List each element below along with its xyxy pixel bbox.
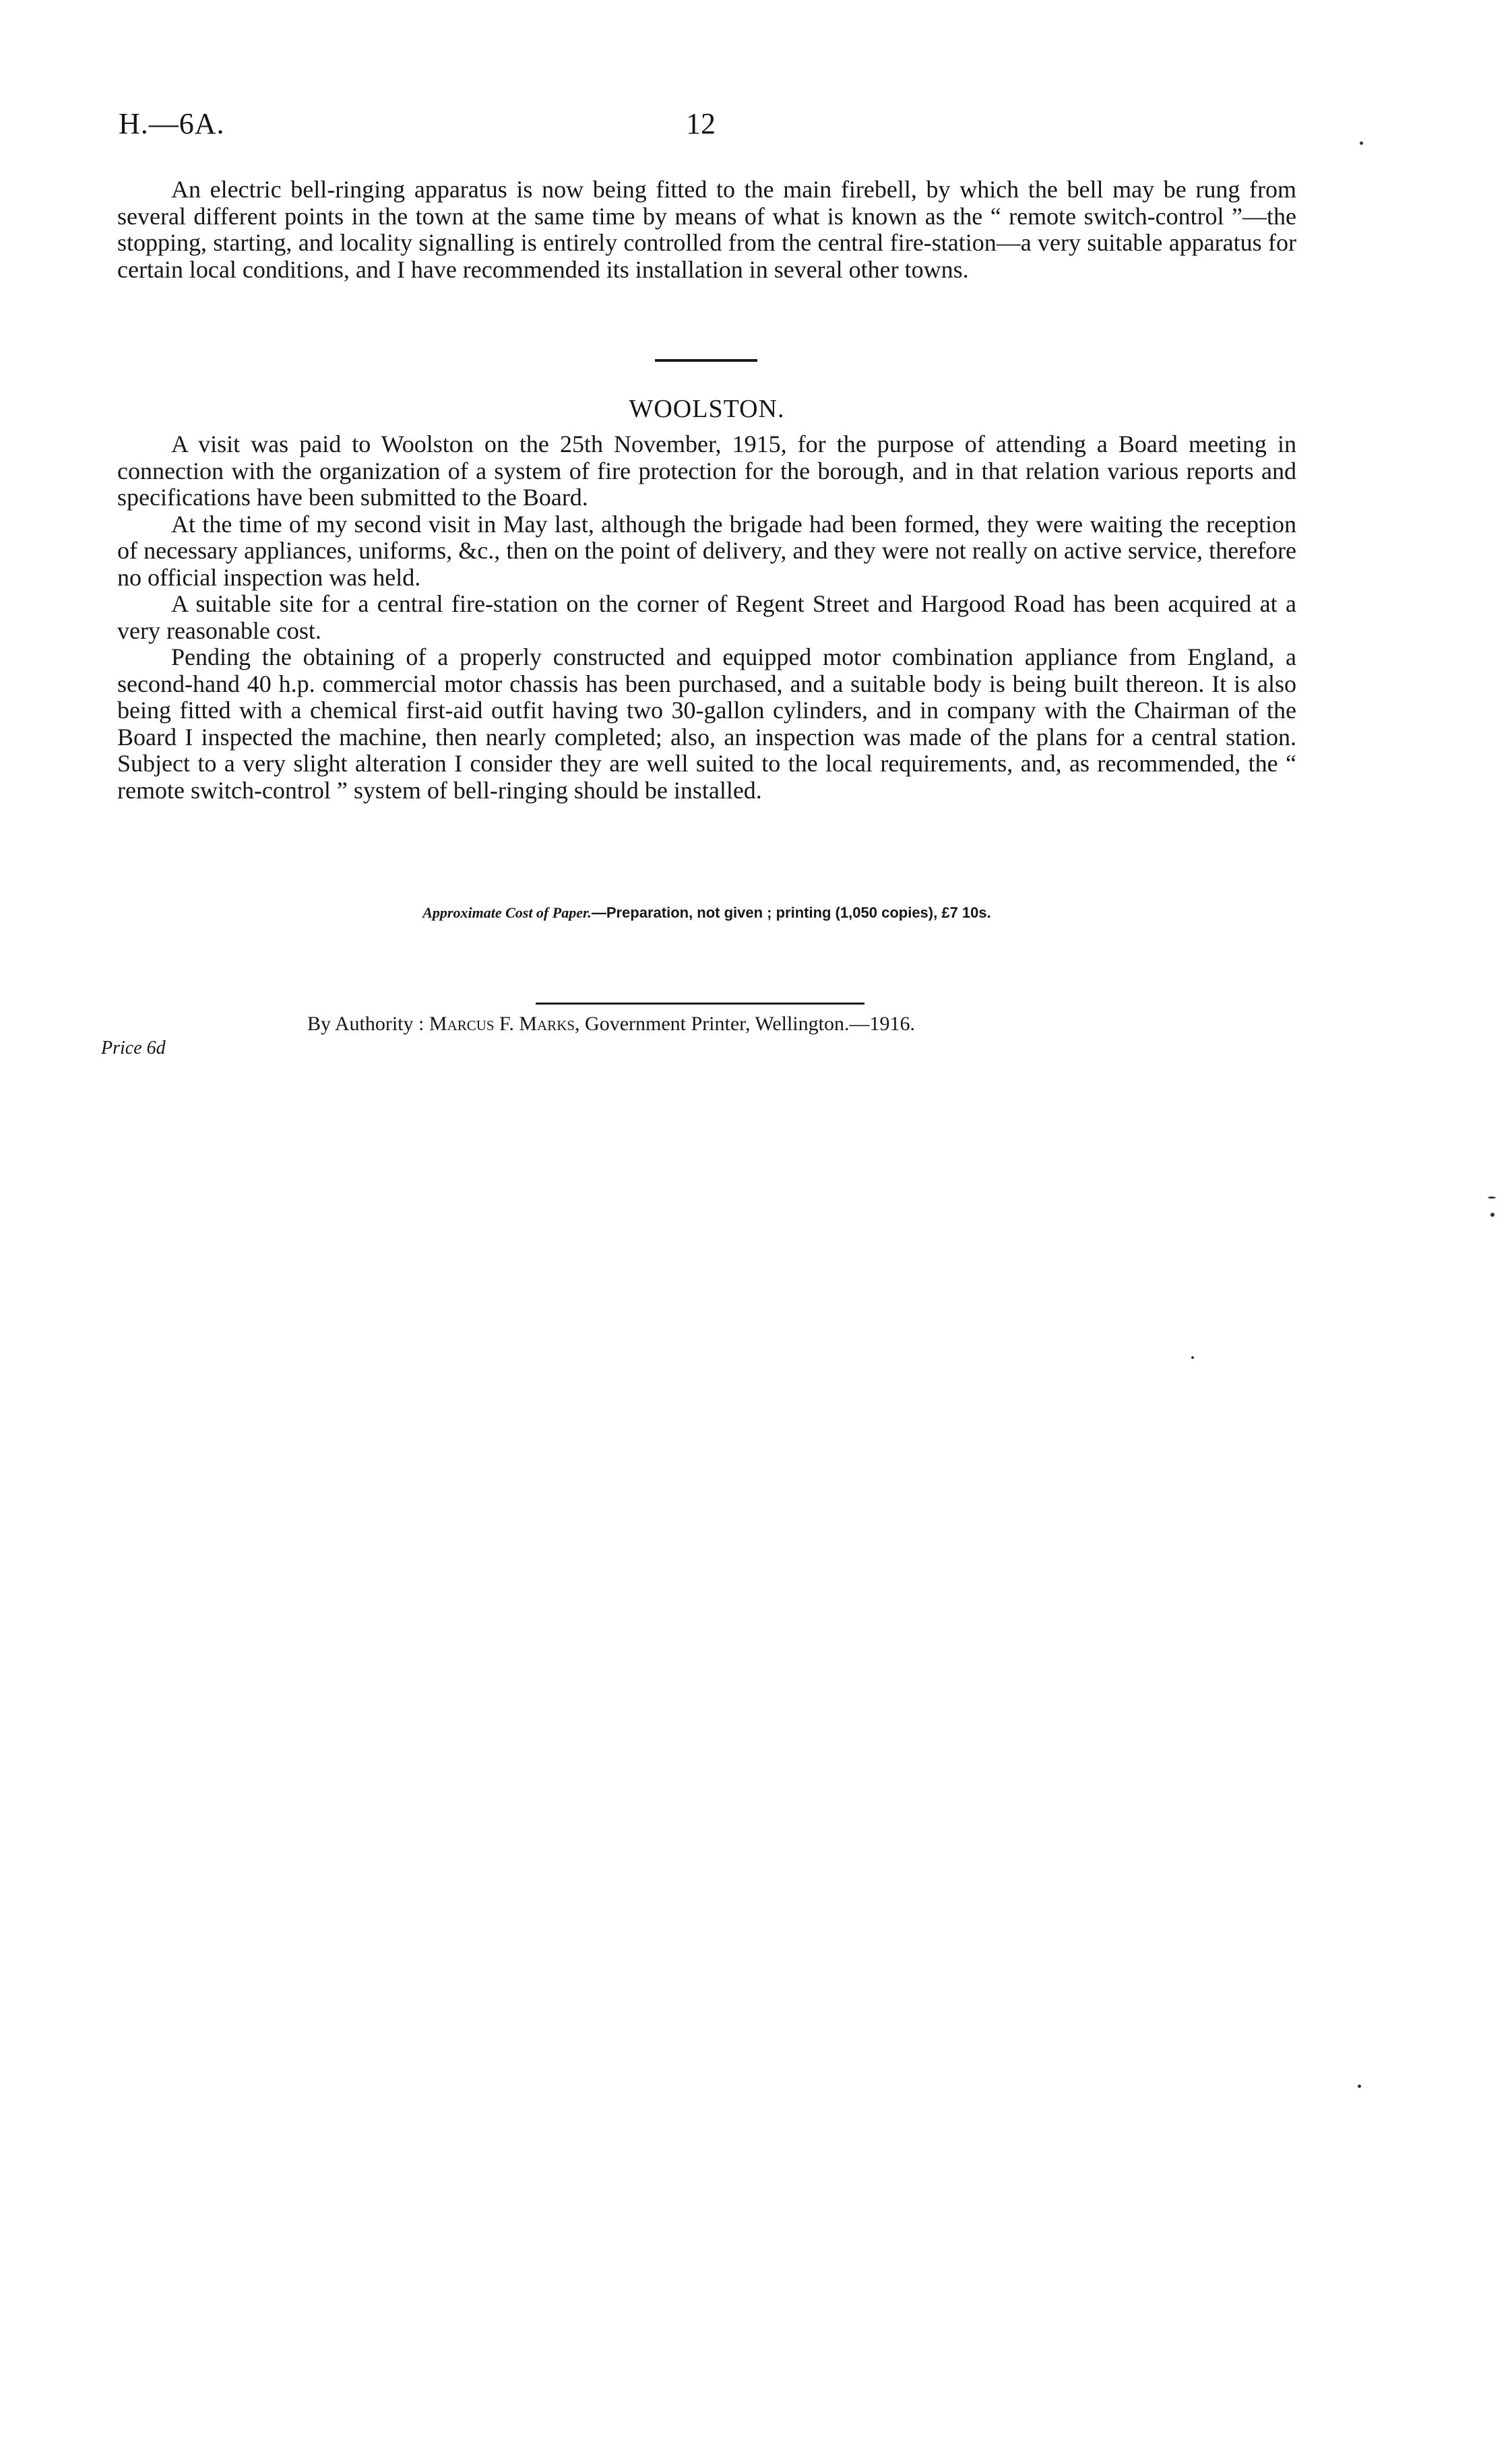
authority-line <box>307 1013 915 1036</box>
printer-name: Marcus F. Marks <box>429 1013 575 1035</box>
footer-divider <box>536 1003 864 1005</box>
scan-speck <box>1490 1213 1494 1217</box>
page-number: 12 <box>686 107 716 140</box>
section-paragraph: Pending the obtaining of a properly constructed and equipped motor combination appliance from England, a second-hand 40 h.p. commercial motor chassis has been purchased, and a suitable body is being built thereon. It is also being fitted with a chemical first-aid outfit having two 30-gallon cylinders, and in company with the Chairman of the Board I inspected the machine, then nearly completed; also, an inspection was made of the plans for a central station. Subject to a very slight alteration I consider they are well suited to the local requirements, and, as recommended, the “ remote switch-control ” system of bell-ringing should be installed. <box>117 643 1296 804</box>
authority-prefix: By Authority : <box>307 1013 429 1035</box>
scan-speck <box>1360 141 1363 145</box>
page-header <box>119 106 1298 147</box>
scan-speck <box>1488 1197 1496 1199</box>
intro-paragraph: An electric bell-ringing apparatus is now being fitted to the main firebell, by which the bell may be rung from several different points in the town at the same time by means of what is known as the “ remote switch-control ”—the stopping, starting, and locality signalling is entirely controlled from the central fire-station—a very suitable apparatus for certain local conditions, and I have recommended its installation in several other towns. <box>117 176 1296 283</box>
scan-speck <box>1191 1356 1194 1359</box>
price-label: Price 6d <box>101 1038 166 1058</box>
authority-suffix: , Government Printer, Wellington.—1916. <box>575 1013 915 1035</box>
paper-reference: H.—6A. <box>119 107 225 140</box>
cost-lead: Approximate Cost of Paper. <box>422 904 592 921</box>
intro-text-block <box>117 177 1296 283</box>
section-divider <box>655 359 757 362</box>
section-paragraph: At the time of my second visit in May last, although the brigade had been formed, they were waiting the reception of necessary appliances, uniforms, &c., then on the point of delivery, and they were not really on active service, therefore no official inspection was held. <box>117 510 1296 591</box>
section-body <box>117 431 1296 804</box>
cost-line <box>117 904 1296 922</box>
section-paragraph: A visit was paid to Woolston on the 25th November, 1915, for the purpose of attending a Board meeting in connection with the organization of a system of fire protection for the borough, and in that relation various reports and specifications have been submitted to the Board. <box>117 431 1296 511</box>
scan-speck <box>1358 2085 1361 2088</box>
section-paragraph: A suitable site for a central fire-station on the corner of Regent Street and Hargood Road has been acquired at a very reasonable cost. <box>117 590 1296 644</box>
section-heading: WOOLSTON. <box>629 395 785 423</box>
cost-detail: —Preparation, not given ; printing (1,050 copies), £7 10s. <box>591 904 991 921</box>
